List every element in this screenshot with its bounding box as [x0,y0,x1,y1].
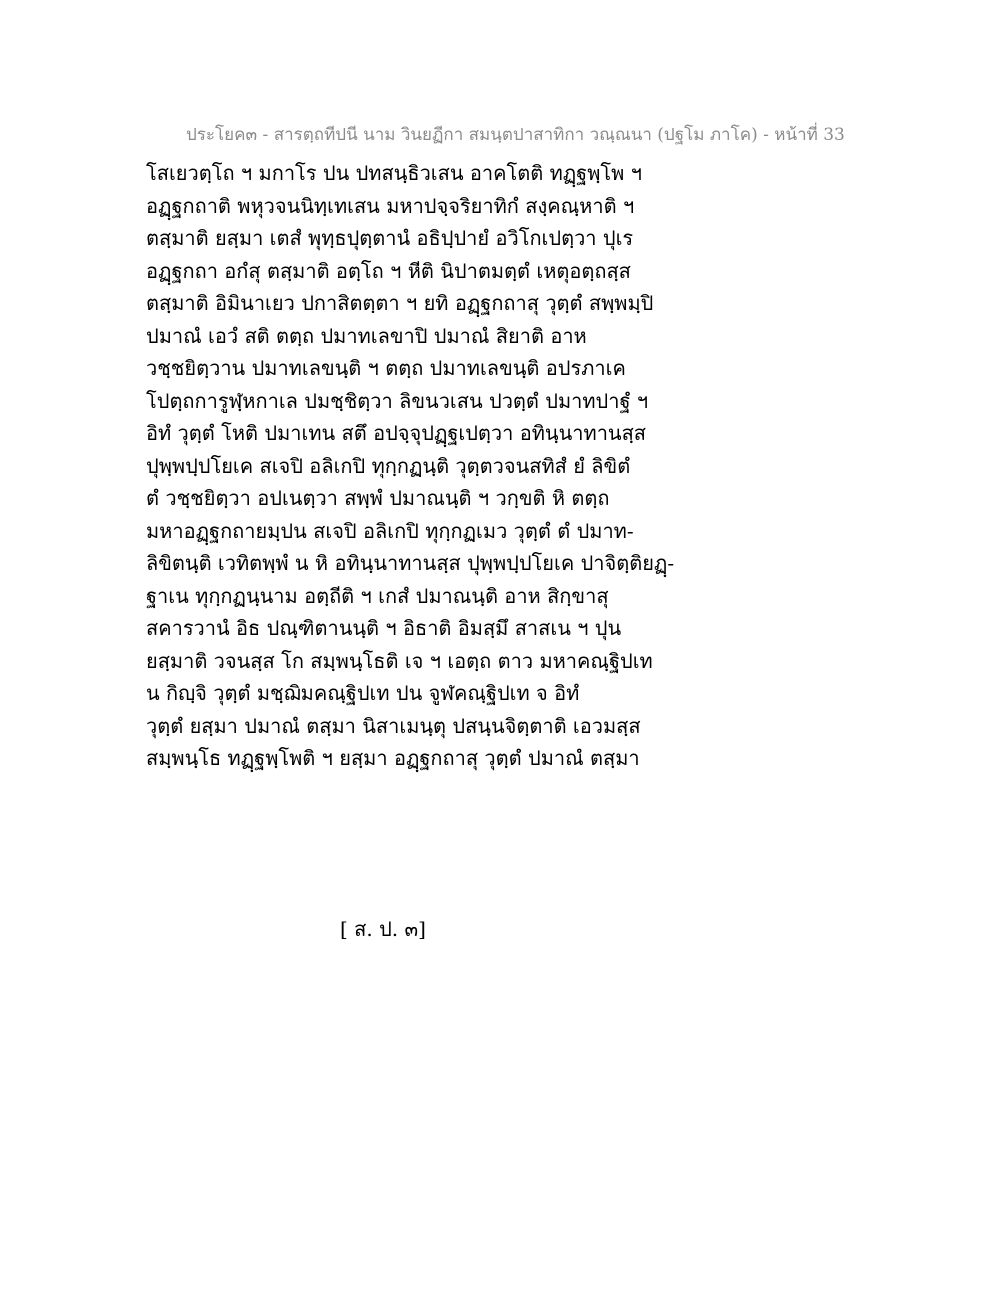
text-line: ตํ วชฺชยิตฺวา อปเนตฺวา สพฺพํ ปมาณนฺติ ฯ วกฺขติ หิ ตตฺถ [146,486,610,510]
page-reference: [ ส. ป. ๓] [340,917,426,941]
text-line: วุตฺตํ ยสฺมา ปมาณํ ตสฺมา นิสาเมนฺตุ ปสนฺนจิตฺตาติ เอวมสฺส [146,713,641,738]
text-line: โปตฺถการูฬฺหกาเล ปมชฺชิตฺวา ลิขนวเสน ปวตฺตํ ปมาทปาฐํ ฯ [146,388,649,413]
text-line: สคารวานํ อิธ ปณฺฑิตานนฺติ ฯ อิธาติ อิมสฺมึ สาสเน ฯ ปุน [146,616,622,640]
text-line: ยสฺมาติ วจนสฺส โก สมฺพนฺโธติ เจ ฯ เอตฺถ ตาว มหาคณฺฐิปเท [146,648,653,673]
text-line: โสเยวตฺโถ ฯ มกาโร ปน ปทสนฺธิวเสน อาคโตติ ทฏฺฐพฺโพ ฯ [146,161,642,185]
text-line: ตสฺมาติ อิมินาเยว ปกาสิตตฺตา ฯ ยทิ อฏฺฐกถาสุ วุตฺตํ สพฺพมฺปิ [146,291,654,315]
text-line: ปุพฺพปฺปโยเค สเจปิ อลิเกปิ ทุกฺกฏนฺติ วุตฺตวจนสทิสํ ยํ ลิขิตํ [146,453,631,478]
text-line: ลิขิตนฺติ เวทิตพฺพํ น หิ อทินฺนาทานสฺส ปุพฺพปฺปโยเค ปาจิตฺติยฏฺ- [146,551,675,575]
text-line: สมฺพนฺโธ ทฏฺฐพฺโพติ ฯ ยสฺมา อฏฺฐกถาสุ วุตฺตํ ปมาณํ ตสฺมา [146,746,640,770]
text-line: มหาอฏฺฐกถายมฺปน สเจปิ อลิเกปิ ทุกฺกฏเมว วุตฺตํ ตํ ปมาท- [146,518,634,543]
body-text [146,157,866,775]
text-line: วชฺชยิตฺวาน ปมาทเลขนฺติ ฯ ตตฺถ ปมาทเลขนฺติ อปรภาเค [146,356,626,380]
text-line: ฐาเน ทุกฺกฏนฺนาม อตฺถีติ ฯ เกสํ ปมาณนฺติ อาห สิกฺขาสุ [146,583,609,608]
text-line: อิทํ วุตฺตํ โหติ ปมาเทน สตึ อปจฺจุปฏฺฐเปตฺวา อทินฺนาทานสฺส [146,421,647,445]
text-line: อฏฺฐกถา อกํสุ ตสฺมาติ อตฺโถ ฯ หีติ นิปาตมตฺตํ เหตุอตฺถสฺส [146,258,631,283]
text-line: ตสฺมาติ ยสฺมา เตสํ พุทฺธปุตฺตานํ อธิปฺปายํ อวิโกเปตฺวา ปุเร [146,226,634,250]
text-line: อฏฺฐกถาติ พหุวจนนิทฺเทเสน มหาปจฺจริยาทิกํ สงฺคณฺหาติ ฯ [146,193,635,218]
text-line: น กิญฺจิ วุตฺตํ มชฺฌิมคณฺฐิปเท ปน จูฬคณฺฐิปเท จ อิทํ [146,681,580,705]
text-line: ปมาณํ เอวํ สติ ตตฺถ ปมาทเลขาปิ ปมาณํ สิยาติ อาห [146,323,587,348]
running-header: ประโยค๓ - สารตฺถทีปนี นาม วินยฏีกา สมนฺตปาสาทิกา วณฺณนา (ปฐโม ภาโค) - หน้าที่ 33 [186,125,845,145]
